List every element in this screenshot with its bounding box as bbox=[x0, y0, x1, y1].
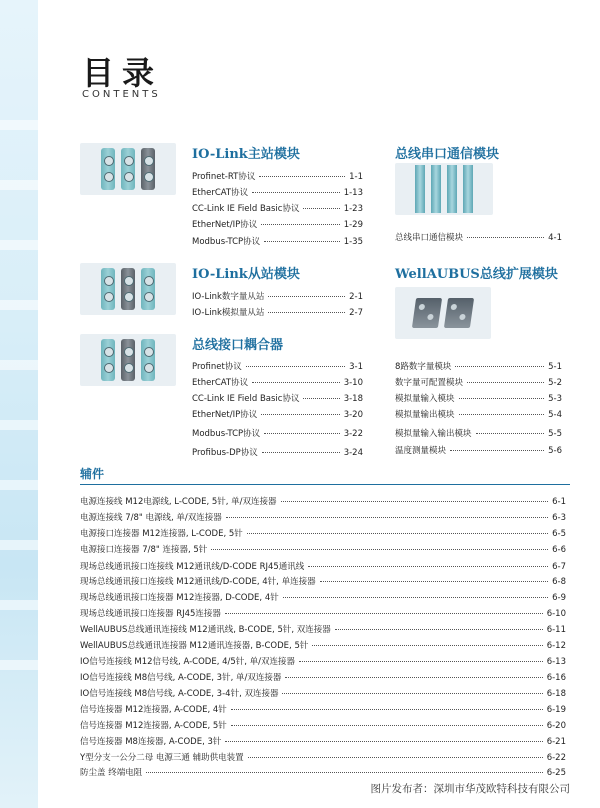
toc-entry-page: 1-35 bbox=[343, 237, 363, 247]
toc-entry-label: 模拟量输出模块 bbox=[395, 410, 455, 420]
leader-dots bbox=[247, 533, 548, 534]
toc-entry-label: 防尘盖 终端电阻 bbox=[80, 768, 143, 778]
toc-entry-label: 现场总线通讯接口连接线 M12通讯线/D-CODE RJ45通讯线 bbox=[80, 562, 305, 572]
toc-entry-page: 2-1 bbox=[349, 292, 363, 302]
toc-entry-page: 6-13 bbox=[546, 657, 566, 667]
toc-entry-page: 5-6 bbox=[548, 446, 562, 456]
module-graphic bbox=[101, 339, 115, 381]
toc-entry[interactable] bbox=[192, 392, 363, 404]
toc-entry-label: 模拟量输入输出模块 bbox=[395, 429, 472, 439]
toc-entry[interactable] bbox=[80, 735, 566, 747]
toc-entry[interactable] bbox=[80, 591, 566, 603]
leader-dots bbox=[450, 450, 544, 451]
leader-dots bbox=[299, 661, 543, 662]
toc-entry-label: Y型分支一公分二母 电源三通 辅助供电装置 bbox=[80, 753, 244, 763]
toc-entry-page: 3-18 bbox=[343, 394, 363, 404]
module-graphic bbox=[141, 268, 155, 310]
toc-entry[interactable] bbox=[80, 607, 566, 619]
toc-entry-page: 6-18 bbox=[546, 689, 566, 699]
toc-entry-page: 6-9 bbox=[552, 593, 566, 603]
toc-entry[interactable] bbox=[80, 751, 566, 763]
leader-dots bbox=[226, 517, 548, 518]
toc-entry-label: CC-Link IE Field Basic协议 bbox=[192, 204, 300, 214]
toc-entry-page: 6-8 bbox=[552, 577, 566, 587]
toc-entry-label: 电源接口连接器 7/8" 连接器, 5针 bbox=[80, 545, 208, 555]
toc-entry-label: 现场总线通讯接口连接线 M12通讯线/D-CODE, 4针, 单连接器 bbox=[80, 577, 316, 587]
leader-dots bbox=[312, 645, 542, 646]
toc-entry[interactable] bbox=[192, 376, 363, 388]
toc-entry[interactable] bbox=[80, 623, 566, 635]
toc-entry-label: 电源接口连接器 M12连接器, L-CODE, 5针 bbox=[80, 529, 243, 539]
leader-dots bbox=[225, 613, 543, 614]
toc-entry-page: 5-2 bbox=[548, 378, 562, 388]
section-title-serial-comm: 总线串口通信模块 bbox=[395, 147, 500, 162]
section-title-bus-coupler: 总线接口耦合器 bbox=[192, 338, 284, 353]
leader-dots bbox=[246, 366, 345, 367]
toc-entry-page: 6-5 bbox=[552, 529, 566, 539]
toc-entry[interactable] bbox=[80, 655, 566, 667]
toc-entry[interactable] bbox=[80, 719, 566, 731]
toc-entry-label: IO-Link模拟量从站 bbox=[192, 308, 265, 318]
toc-entry-page: 1-23 bbox=[343, 204, 363, 214]
page-subtitle: CONTENTS bbox=[82, 89, 161, 100]
toc-entry-page: 1-1 bbox=[349, 172, 363, 182]
leader-dots bbox=[261, 414, 339, 415]
leader-dots bbox=[282, 693, 542, 694]
toc-entry-label: 模拟量输入模块 bbox=[395, 394, 455, 404]
toc-entry[interactable] bbox=[80, 527, 566, 539]
leader-dots bbox=[146, 772, 543, 773]
toc-entry[interactable] bbox=[192, 186, 363, 198]
toc-entry-page: 6-21 bbox=[546, 737, 566, 747]
module-graphic bbox=[121, 268, 135, 310]
leader-dots bbox=[248, 757, 543, 758]
toc-entry[interactable] bbox=[192, 306, 363, 318]
toc-entry[interactable] bbox=[395, 376, 562, 388]
toc-entry[interactable] bbox=[395, 408, 562, 420]
toc-entry-label: IO信号连接线 M8信号线, A-CODE, 3针, 单/双连接器 bbox=[80, 673, 282, 683]
toc-entry[interactable] bbox=[192, 170, 363, 182]
module-graphic bbox=[431, 165, 441, 213]
toc-entry-page: 4-1 bbox=[548, 233, 562, 243]
leader-dots bbox=[308, 566, 548, 567]
leader-dots bbox=[459, 398, 545, 399]
toc-entry-label: 信号连接器 M12连接器, A-CODE, 5针 bbox=[80, 721, 227, 731]
toc-entry-label: Profinet-RT协议 bbox=[192, 172, 256, 182]
toc-entry-page: 1-29 bbox=[343, 220, 363, 230]
toc-entry-label: IO-Link数字量从站 bbox=[192, 292, 265, 302]
module-graphic bbox=[444, 298, 474, 328]
module-graphic bbox=[141, 148, 155, 190]
toc-entry[interactable] bbox=[395, 444, 562, 456]
toc-entry-label: 现场总线通讯接口连接器 RJ45连接器 bbox=[80, 609, 221, 619]
leader-dots bbox=[268, 312, 345, 313]
toc-entry-page: 5-1 bbox=[548, 362, 562, 372]
toc-entry-page: 3-1 bbox=[349, 362, 363, 372]
module-graphic bbox=[101, 268, 115, 310]
serial-comm-product-image bbox=[395, 163, 493, 215]
toc-entry-label: EtherNet/IP协议 bbox=[192, 410, 258, 420]
leader-dots bbox=[262, 452, 340, 453]
leader-dots bbox=[264, 433, 340, 434]
toc-entry[interactable] bbox=[80, 560, 566, 572]
leader-dots bbox=[225, 741, 542, 742]
toc-entry-page: 6-10 bbox=[546, 609, 566, 619]
toc-entry[interactable] bbox=[80, 575, 566, 587]
section-divider bbox=[80, 484, 570, 485]
toc-entry-page: 6-12 bbox=[546, 641, 566, 651]
toc-entry[interactable] bbox=[192, 218, 363, 230]
page-title: 目录 bbox=[82, 54, 163, 92]
leader-dots bbox=[264, 241, 340, 242]
toc-entry-page: 6-11 bbox=[546, 625, 566, 635]
section-title-iolink-master: IO-Link主站模块 bbox=[192, 147, 300, 162]
toc-entry-label: EtherNet/IP协议 bbox=[192, 220, 258, 230]
leader-dots bbox=[268, 296, 345, 297]
iolink-slave-product-image bbox=[80, 263, 176, 315]
toc-entry-page: 6-20 bbox=[546, 721, 566, 731]
toc-entry-label: EtherCAT协议 bbox=[192, 378, 249, 388]
module-graphic bbox=[415, 165, 425, 213]
leader-dots bbox=[281, 501, 549, 502]
leader-dots bbox=[285, 677, 542, 678]
toc-entry[interactable] bbox=[80, 495, 566, 507]
toc-entry-label: 8路数字量模块 bbox=[395, 362, 452, 372]
toc-entry-label: 数字量可配置模块 bbox=[395, 378, 464, 388]
wellaubus-product-image bbox=[395, 287, 491, 339]
module-graphic bbox=[447, 165, 457, 213]
toc-entry-label: WellAUBUS总线通讯连接器 M12通讯连接器, B-CODE, 5针 bbox=[80, 641, 309, 651]
toc-entry-label: 电源连接线 7/8" 电源线, 单/双连接器 bbox=[80, 513, 222, 523]
toc-entry-page: 6-19 bbox=[546, 705, 566, 715]
leader-dots bbox=[467, 237, 544, 238]
toc-entry-page: 5-5 bbox=[548, 429, 562, 439]
toc-entry[interactable] bbox=[192, 290, 363, 302]
toc-entry-label: 总线串口通信模块 bbox=[395, 233, 464, 243]
toc-entry-page: 3-10 bbox=[343, 378, 363, 388]
toc-entry[interactable] bbox=[80, 639, 566, 651]
toc-entry-label: EtherCAT协议 bbox=[192, 188, 249, 198]
toc-entry[interactable] bbox=[395, 392, 562, 404]
toc-entry-label: IO信号连接线 M8信号线, A-CODE, 3-4针, 双连接器 bbox=[80, 689, 279, 699]
leader-dots bbox=[283, 597, 548, 598]
toc-entry[interactable] bbox=[192, 360, 363, 372]
toc-entry[interactable] bbox=[80, 543, 566, 555]
section-title-accessories: 辅件 bbox=[80, 467, 105, 481]
toc-entry-page: 6-6 bbox=[552, 545, 566, 555]
toc-entry[interactable] bbox=[80, 766, 566, 778]
toc-entry[interactable] bbox=[395, 231, 562, 243]
module-graphic bbox=[141, 339, 155, 381]
toc-entry-label: IO信号连接线 M12信号线, A-CODE, 4/5针, 单/双连接器 bbox=[80, 657, 296, 667]
toc-entry[interactable] bbox=[80, 671, 566, 683]
section-title-wellaubus: WellAUBUS总线扩展模块 bbox=[395, 267, 558, 282]
toc-entry-page: 6-3 bbox=[552, 513, 566, 523]
module-graphic bbox=[101, 148, 115, 190]
leader-dots bbox=[231, 725, 543, 726]
leader-dots bbox=[455, 366, 544, 367]
toc-entry-label: 现场总线通讯接口连接器 M12连接器, D-CODE, 4针 bbox=[80, 593, 279, 603]
toc-entry-label: Profibus-DP协议 bbox=[192, 448, 258, 458]
toc-entry[interactable] bbox=[395, 427, 562, 439]
toc-entry-page: 3-20 bbox=[343, 410, 363, 420]
toc-entry[interactable] bbox=[80, 511, 566, 523]
toc-entry-page: 6-16 bbox=[546, 673, 566, 683]
leader-dots bbox=[467, 382, 544, 383]
leader-dots bbox=[252, 192, 340, 193]
toc-entry-page: 6-25 bbox=[546, 768, 566, 778]
toc-entry-page: 6-22 bbox=[546, 753, 566, 763]
leader-dots bbox=[320, 581, 549, 582]
toc-entry-label: CC-Link IE Field Basic协议 bbox=[192, 394, 300, 404]
module-graphic bbox=[121, 148, 135, 190]
bus-coupler-product-image bbox=[80, 334, 176, 386]
toc-entry-label: 信号连接器 M12连接器, A-CODE, 4针 bbox=[80, 705, 227, 715]
iolink-master-product-image bbox=[80, 143, 176, 195]
toc-entry-label: Modbus-TCP协议 bbox=[192, 237, 261, 247]
toc-entry-label: WellAUBUS总线通讯连接线 M12通讯线, B-CODE, 5针, 双连接器 bbox=[80, 625, 331, 635]
toc-entry[interactable] bbox=[80, 687, 566, 699]
leader-dots bbox=[335, 629, 543, 630]
toc-entry-label: Modbus-TCP协议 bbox=[192, 429, 261, 439]
toc-entry-page: 6-7 bbox=[552, 562, 566, 572]
leader-dots bbox=[261, 224, 339, 225]
leader-dots bbox=[211, 549, 548, 550]
section-title-iolink-slave: IO-Link从站模块 bbox=[192, 267, 300, 282]
toc-entry-page: 1-13 bbox=[343, 188, 363, 198]
leader-dots bbox=[259, 176, 345, 177]
decorative-sidebar bbox=[0, 0, 38, 808]
module-graphic bbox=[412, 298, 442, 328]
module-graphic bbox=[121, 339, 135, 381]
toc-entry-page: 3-24 bbox=[343, 448, 363, 458]
toc-entry-label: 信号连接器 M8连接器, A-CODE, 3针 bbox=[80, 737, 222, 747]
toc-entry-label: Profinet协议 bbox=[192, 362, 242, 372]
toc-entry[interactable] bbox=[192, 202, 363, 214]
toc-entry[interactable] bbox=[395, 360, 562, 372]
leader-dots bbox=[252, 382, 340, 383]
toc-entry-page: 3-22 bbox=[343, 429, 363, 439]
toc-entry[interactable] bbox=[192, 427, 363, 439]
toc-entry[interactable] bbox=[192, 408, 363, 420]
toc-entry[interactable] bbox=[192, 235, 363, 247]
module-graphic bbox=[463, 165, 473, 213]
leader-dots bbox=[303, 208, 339, 209]
leader-dots bbox=[231, 709, 543, 710]
toc-entry-page: 6-1 bbox=[552, 497, 566, 507]
leader-dots bbox=[459, 414, 545, 415]
toc-entry[interactable] bbox=[192, 446, 363, 458]
toc-entry-page: 2-7 bbox=[349, 308, 363, 318]
leader-dots bbox=[303, 398, 339, 399]
toc-entry-page: 5-3 bbox=[548, 394, 562, 404]
toc-entry-label: 电源连接线 M12电源线, L-CODE, 5针, 单/双连接器 bbox=[80, 497, 277, 507]
leader-dots bbox=[476, 433, 545, 434]
toc-entry-page: 5-4 bbox=[548, 410, 562, 420]
toc-entry-label: 温度测量模块 bbox=[395, 446, 447, 456]
publisher-watermark: 图片发布者：深圳市华茂欧特科技有限公司 bbox=[370, 783, 570, 795]
toc-entry[interactable] bbox=[80, 703, 566, 715]
